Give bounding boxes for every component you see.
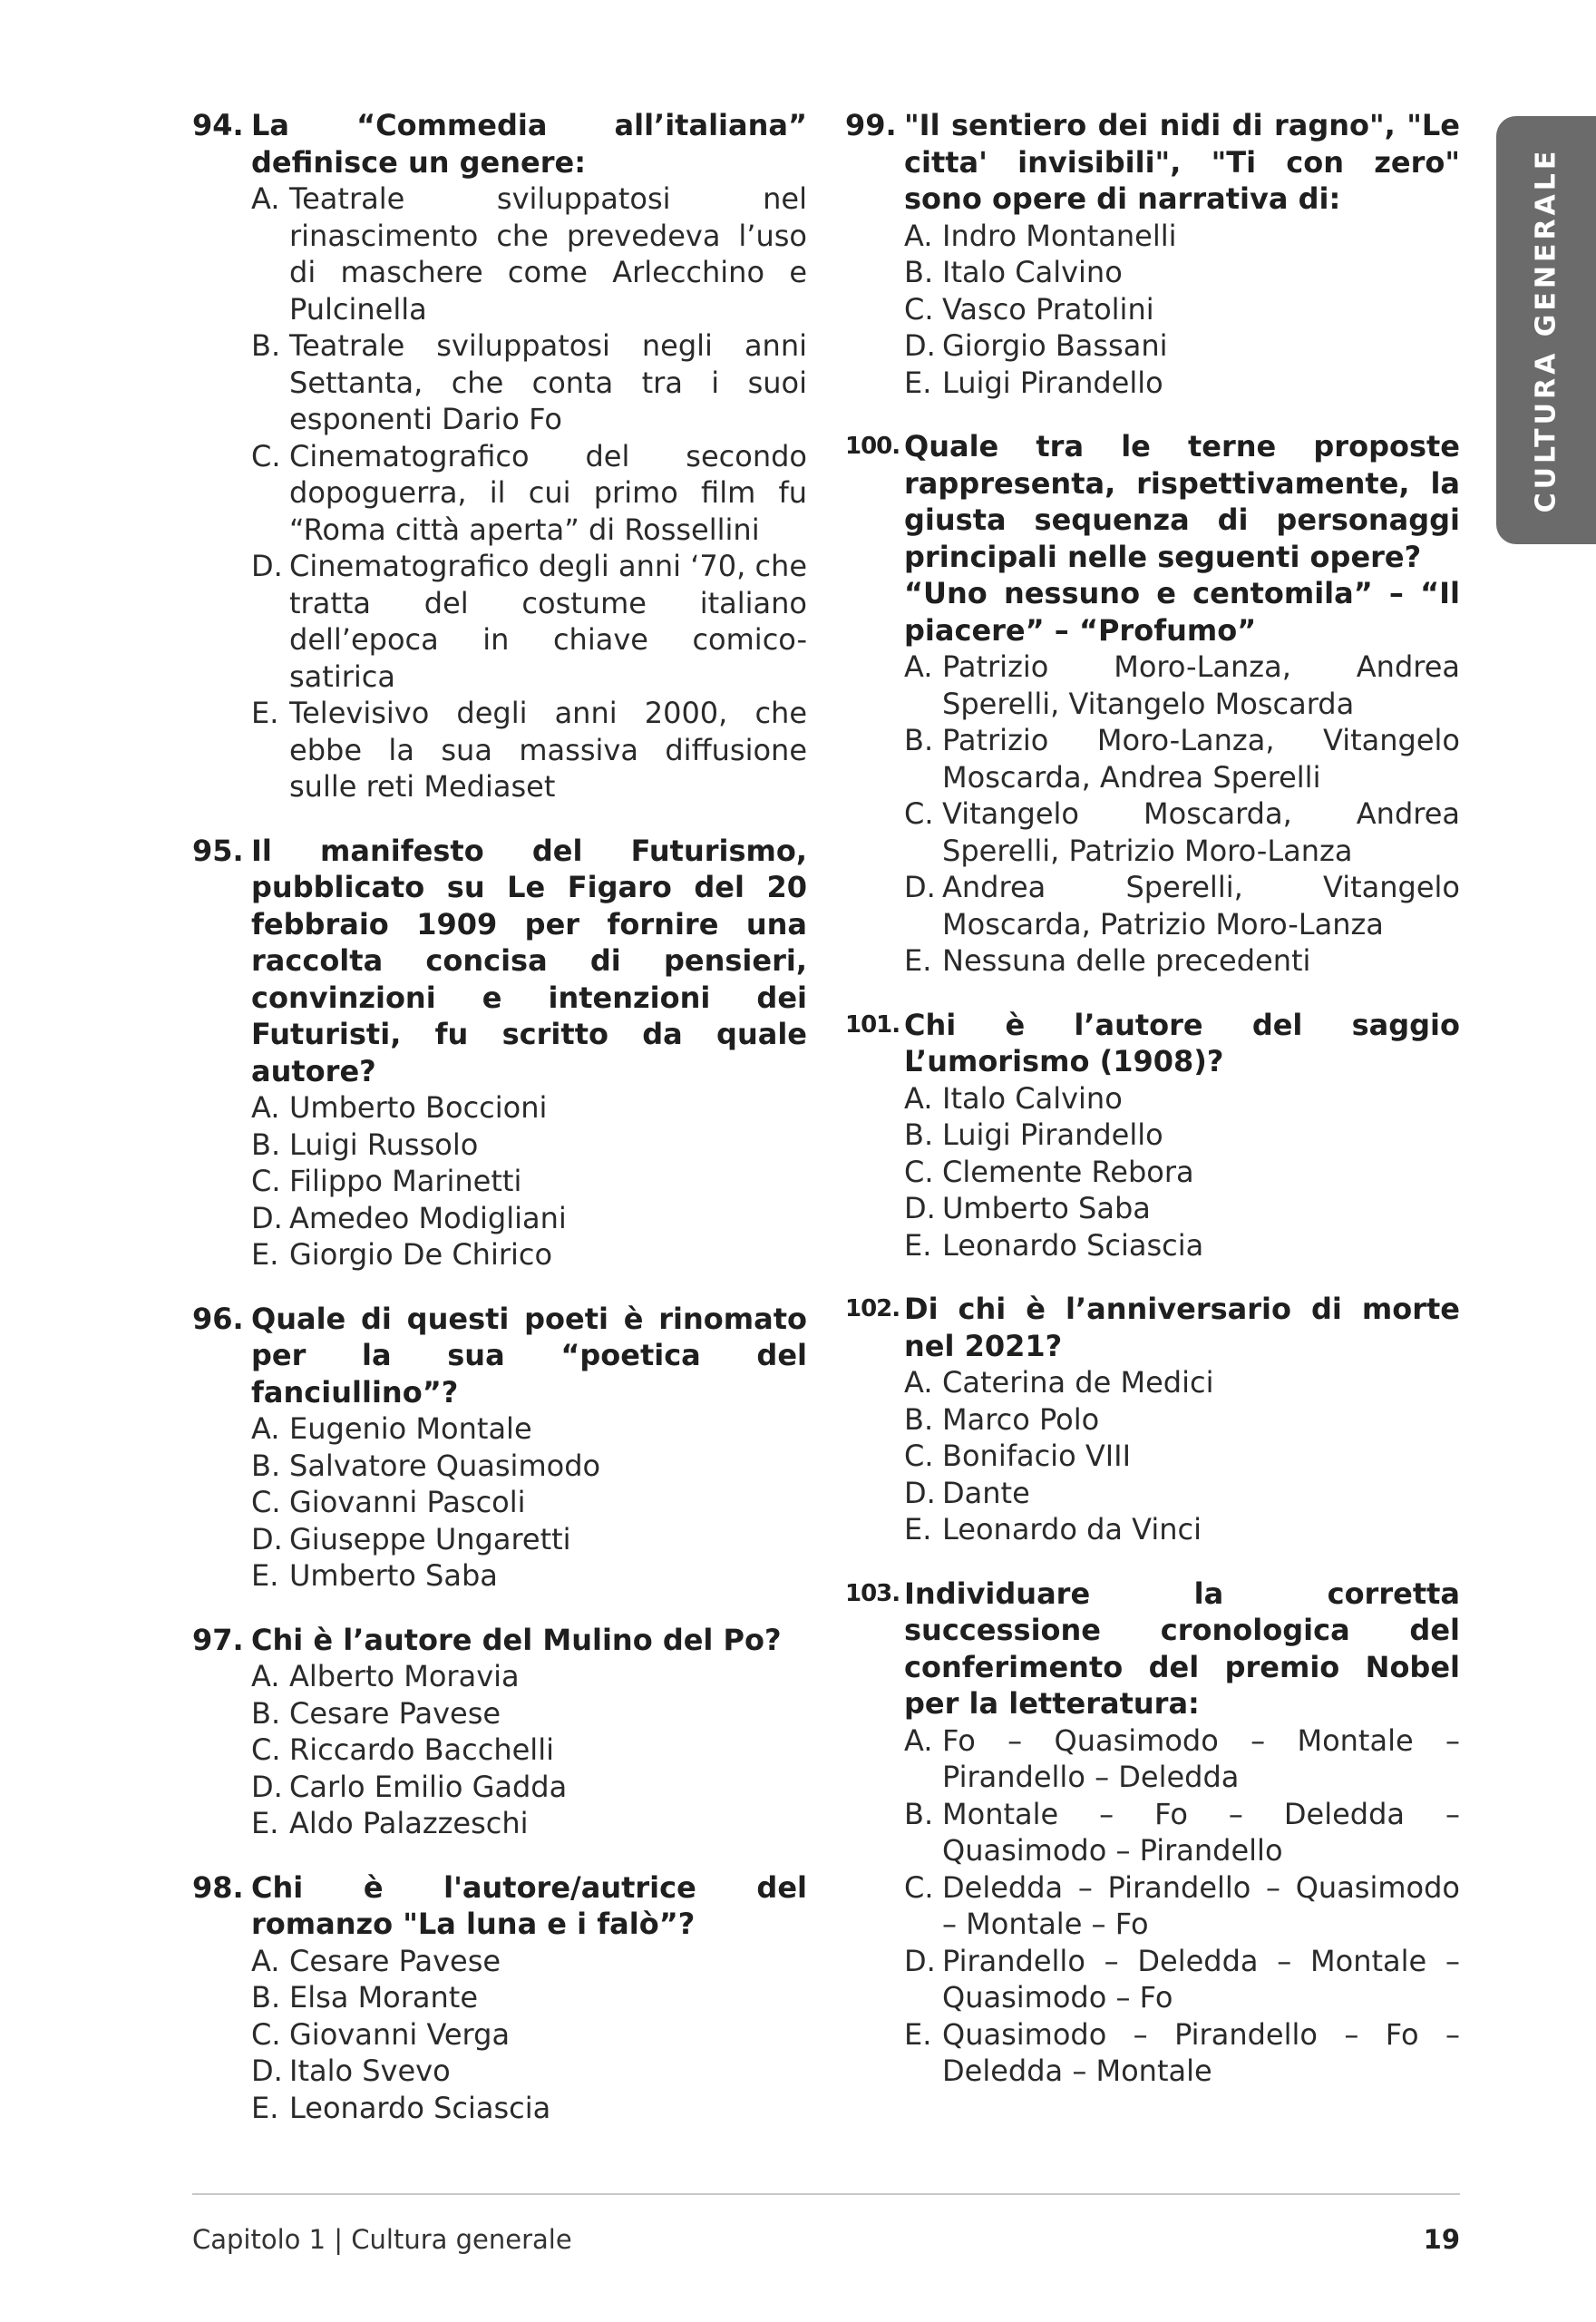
question-99 (845, 107, 1460, 401)
answer-option (251, 1127, 807, 1164)
answer-option (251, 1200, 807, 1237)
answer-option (904, 218, 1460, 255)
question-103 (845, 1576, 1460, 2090)
option-letter: A. (904, 1722, 933, 1758)
answer-options (904, 218, 1460, 402)
answer-option (904, 291, 1460, 328)
question-text: La “Commedia all’italiana” definisce un genere: (251, 108, 807, 180)
option-letter: D. (904, 870, 936, 904)
answer-option (251, 548, 807, 695)
answer-options (251, 1943, 807, 2127)
option-text: Cesare Pavese (289, 1695, 501, 1731)
option-letter: C. (904, 1439, 934, 1473)
option-text: Teatrale sviluppatosi nel rinascimento che prevedeva l’uso di maschere come Arlecchino e Pulcinella (289, 181, 807, 327)
option-letter: B. (251, 1127, 281, 1162)
option-text: Eugenio Montale (289, 1411, 532, 1446)
question-96 (192, 1301, 807, 1595)
question-101 (845, 1007, 1460, 1264)
option-letter: A. (251, 1659, 280, 1693)
option-letter: B. (904, 1796, 934, 1831)
answer-option (251, 1658, 807, 1695)
option-letter: B. (904, 1401, 934, 1437)
answer-options (251, 1089, 807, 1273)
question-text: Chi è l’autore del Mulino del Po? (251, 1622, 782, 1657)
answer-option (251, 1557, 807, 1595)
option-text: Leonardo Sciascia (942, 1227, 1204, 1263)
answer-options (251, 180, 807, 805)
option-text: Luigi Russolo (289, 1127, 479, 1162)
option-letter: C. (904, 291, 934, 327)
question-95 (192, 833, 807, 1273)
option-text: Quasimodo – Pirandello – Fo – Deledda – Montale (942, 2016, 1460, 2088)
option-text: Patrizio Moro-Lanza, Andrea Sperelli, Vitangelo Moscarda (942, 649, 1460, 721)
option-letter: B. (904, 723, 934, 757)
question-number: 99. (845, 108, 897, 142)
question-text: Quale tra le terne proposte rappresenta, rispettivamente, la giusta sequenza di personaggi principali nelle seguenti opere? (904, 429, 1460, 574)
option-letter: D. (904, 1191, 936, 1225)
option-letter: D. (251, 2054, 283, 2088)
left-column (192, 107, 807, 2153)
option-text: Italo Calvino (942, 1080, 1123, 1116)
question-number: 102. (845, 1295, 900, 1322)
answer-option (904, 1796, 1460, 1869)
option-text: Cinematografico degli anni ‘70, che tratta del costume italiano dell’epoca in chiave comico-satirica (289, 549, 807, 694)
option-text: Aldo Palazzeschi (289, 1806, 529, 1840)
answer-option (904, 1475, 1460, 1512)
answer-options (904, 1080, 1460, 1264)
answer-option (904, 869, 1460, 942)
question-number: 101. (845, 1010, 900, 1039)
option-text: Giorgio Bassani (942, 328, 1168, 363)
answer-option (904, 1227, 1460, 1264)
answer-option (251, 2053, 807, 2090)
option-letter: D. (251, 549, 283, 583)
option-text: Giovanni Pascoli (289, 1485, 526, 1519)
option-letter: C. (904, 1154, 934, 1189)
answer-option (904, 649, 1460, 722)
answer-options (251, 1410, 807, 1595)
option-letter: B. (251, 1448, 281, 1483)
answer-option (251, 1979, 807, 2016)
option-text: Leonardo Sciascia (289, 2090, 551, 2125)
option-letter: C. (904, 1869, 934, 1905)
option-letter: E. (251, 1806, 279, 1840)
option-letter: A. (251, 181, 280, 216)
option-text: Teatrale sviluppatosi negli anni Settanta, che conta tra i suoi esponenti Dario Fo (289, 328, 807, 436)
question-text: Quale di questi poeti è rinomato per la sua “poetica del fanciullino”? (251, 1301, 807, 1410)
option-text: Marco Polo (942, 1401, 1100, 1437)
option-letter: E. (251, 1237, 279, 1272)
option-text: Riccardo Bacchelli (289, 1732, 554, 1767)
question-number: 94. (192, 108, 244, 142)
answer-option (904, 1511, 1460, 1548)
option-text: Salvatore Quasimodo (289, 1448, 601, 1483)
option-text: Umberto Boccioni (289, 1090, 548, 1125)
answer-option (251, 1163, 807, 1200)
option-letter: E. (251, 696, 279, 730)
answer-option (251, 1769, 807, 1806)
question-text: Il manifesto del Futurismo, pubblicato su Le Figaro del 20 febbraio 1909 per fornire una raccolta concisa di pensieri, convinzioni e intenzioni dei Futuristi, fu scritto da quale autore? (251, 833, 807, 1088)
option-text: Luigi Pirandello (942, 365, 1163, 400)
option-letter: E. (251, 2090, 279, 2125)
option-text: Giovanni Verga (289, 2016, 511, 2052)
answer-options (904, 649, 1460, 980)
question-102 (845, 1291, 1460, 1548)
option-letter: A. (904, 1080, 933, 1116)
option-text: Elsa Morante (289, 1980, 479, 2015)
question-number: 97. (192, 1622, 244, 1657)
option-letter: A. (904, 218, 933, 253)
option-text: Patrizio Moro-Lanza, Vitangelo Moscarda, Andrea Sperelli (942, 723, 1460, 795)
option-letter: D. (251, 1769, 283, 1804)
answer-option (251, 438, 807, 549)
option-letter: E. (251, 1558, 279, 1593)
answer-option (904, 1364, 1460, 1401)
option-letter: C. (251, 2016, 281, 2052)
question-number: 96. (192, 1301, 244, 1336)
option-letter: B. (904, 255, 934, 289)
answer-option (251, 180, 807, 327)
answer-option (251, 1236, 807, 1273)
option-text: Carlo Emilio Gadda (289, 1769, 568, 1804)
answer-option (251, 1805, 807, 1842)
answer-option (904, 1117, 1460, 1154)
option-letter: E. (904, 943, 932, 978)
section-tab (1496, 116, 1596, 544)
option-text: Dante (942, 1475, 1030, 1510)
answer-option (904, 365, 1460, 402)
option-letter: D. (904, 1475, 936, 1510)
option-text: Deledda – Pirandello – Quasimodo – Montale – Fo (942, 1869, 1460, 1941)
answer-option (904, 1438, 1460, 1475)
answer-option (904, 1722, 1460, 1796)
option-letter: C. (251, 1485, 281, 1519)
answer-option (904, 1869, 1460, 1943)
option-text: Fo – Quasimodo – Montale – Pirandello – Deledda (942, 1722, 1460, 1794)
question-number: 95. (192, 833, 244, 868)
option-letter: E. (904, 1512, 932, 1546)
option-letter: B. (251, 328, 281, 363)
option-text: Montale – Fo – Deledda – Quasimodo – Pirandello (942, 1796, 1460, 1868)
answer-option (251, 1448, 807, 1485)
option-letter: C. (904, 796, 934, 831)
answer-option (251, 1089, 807, 1127)
answer-option (251, 1732, 807, 1769)
answer-option (251, 327, 807, 438)
option-letter: B. (251, 1980, 281, 2015)
option-text: Nessuna delle precedenti (942, 943, 1311, 978)
option-text: Cesare Pavese (289, 1943, 501, 1978)
option-text: Alberto Moravia (289, 1659, 520, 1693)
answer-option (251, 1943, 807, 1980)
option-text: Pirandello – Deledda – Montale – Quasimodo – Fo (942, 1943, 1460, 2015)
option-letter: D. (251, 1521, 283, 1556)
question-subtext: “Uno nessuno e centomila” – “Il piacere” – “Profumo” (904, 576, 1460, 648)
option-text: Bonifacio VIII (942, 1439, 1132, 1473)
answer-option (251, 1521, 807, 1558)
answer-option (904, 795, 1460, 869)
answer-option (251, 1410, 807, 1448)
answer-option (904, 1401, 1460, 1439)
option-letter: A. (904, 1365, 933, 1400)
answer-option (251, 2090, 807, 2127)
option-letter: D. (904, 328, 936, 363)
option-text: Clemente Rebora (942, 1154, 1194, 1189)
answer-option (904, 327, 1460, 365)
answer-options (251, 1658, 807, 1842)
answer-options (904, 1364, 1460, 1548)
answer-option (904, 1154, 1460, 1191)
question-number: 103. (845, 1579, 900, 1607)
question-number: 100. (845, 433, 900, 460)
page-number: 19 (1423, 2224, 1460, 2255)
option-letter: B. (904, 1117, 934, 1152)
question-100 (845, 428, 1460, 980)
answer-option (251, 695, 807, 805)
option-letter: A. (251, 1090, 280, 1125)
question-text: Di chi è l’anniversario di morte nel 2021? (904, 1292, 1460, 1363)
option-text: Filippo Marinetti (289, 1164, 522, 1198)
right-column (845, 107, 1460, 2117)
option-text: Andrea Sperelli, Vitangelo Moscarda, Patrizio Moro-Lanza (942, 870, 1460, 941)
option-text: Umberto Saba (942, 1191, 1151, 1225)
option-text: Giorgio De Chirico (289, 1237, 553, 1272)
answer-option (251, 1484, 807, 1521)
option-text: Amedeo Modigliani (289, 1200, 567, 1235)
option-letter: A. (904, 649, 933, 684)
option-letter: A. (251, 1411, 280, 1446)
option-text: Leonardo da Vinci (942, 1512, 1202, 1546)
option-text: Luigi Pirandello (942, 1117, 1163, 1152)
question-94 (192, 107, 807, 805)
answer-option (251, 1695, 807, 1732)
question-97 (192, 1622, 807, 1842)
option-text: Umberto Saba (289, 1558, 498, 1593)
section-tab-label: CULTURA GENERALE (1530, 147, 1562, 513)
option-letter: B. (251, 1695, 281, 1731)
answer-option (904, 254, 1460, 291)
answer-option (904, 1943, 1460, 2016)
option-letter: C. (251, 438, 281, 473)
answer-options (904, 1722, 1460, 2090)
answer-option (904, 942, 1460, 980)
footer-divider (192, 2193, 1460, 2195)
question-text: "Il sentiero dei nidi di ragno", "Le citta' invisibili", "Ti con zero" sono opere di narrativa di: (904, 108, 1460, 216)
option-text: Indro Montanelli (942, 218, 1177, 253)
question-text: Individuare la corretta successione cronologica del conferimento del premio Nobel per la letteratura: (904, 1576, 1460, 1721)
question-text: Chi è l'autore/autrice del romanzo "La luna e i falò”? (251, 1869, 807, 1941)
option-letter: E. (904, 1227, 932, 1263)
option-text: Cinematografico del secondo dopoguerra, il cui primo film fu “Roma città aperta” di Rossellini (289, 438, 807, 547)
answer-option (904, 1080, 1460, 1117)
option-letter: D. (251, 1200, 283, 1235)
option-letter: C. (251, 1732, 281, 1767)
option-text: Vitangelo Moscarda, Andrea Sperelli, Patrizio Moro-Lanza (942, 796, 1460, 868)
answer-option (904, 2016, 1460, 2090)
option-letter: A. (251, 1943, 280, 1978)
question-number: 98. (192, 1869, 244, 1905)
option-text: Italo Svevo (289, 2054, 451, 2088)
option-text: Caterina de Medici (942, 1365, 1214, 1400)
option-text: Vasco Pratolini (942, 291, 1154, 327)
footer-chapter: Capitolo 1 | Cultura generale (192, 2224, 572, 2255)
question-text: Chi è l’autore del saggio L’umorismo (1908)? (904, 1007, 1460, 1078)
option-text: Italo Calvino (942, 255, 1123, 289)
answer-option (904, 722, 1460, 795)
question-98 (192, 1869, 807, 2127)
option-text: Giuseppe Ungaretti (289, 1521, 571, 1556)
option-letter: C. (251, 1164, 281, 1198)
option-letter: D. (904, 1943, 936, 1978)
answer-option (904, 1190, 1460, 1227)
option-letter: E. (904, 365, 932, 400)
answer-option (251, 2016, 807, 2054)
option-letter: E. (904, 2016, 932, 2052)
option-text: Televisivo degli anni 2000, che ebbe la sua massiva diffusione sulle reti Mediaset (289, 696, 807, 804)
